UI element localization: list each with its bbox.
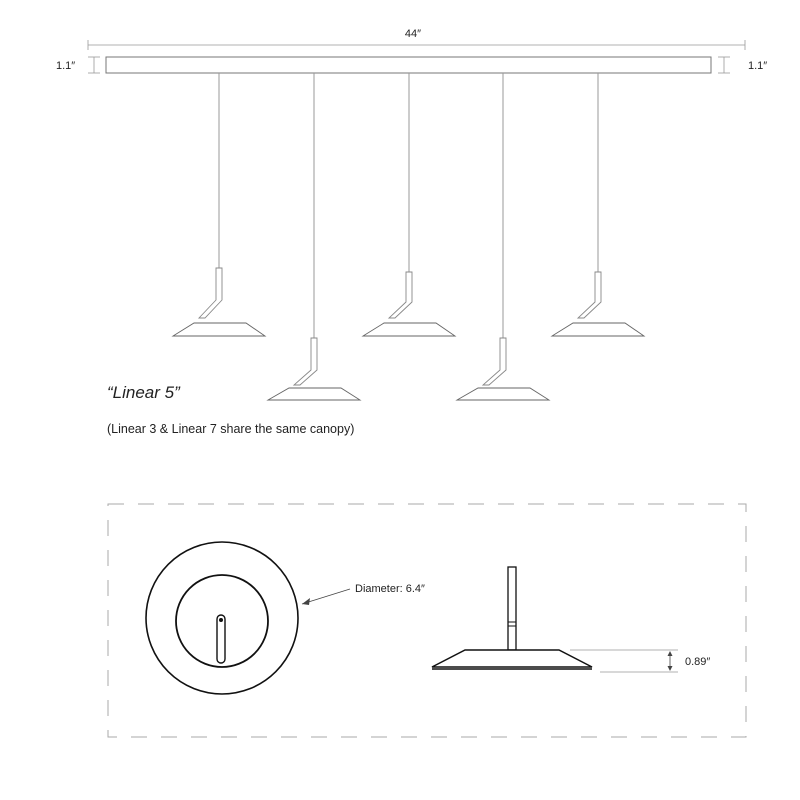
diameter-label: Diameter: 6.4″ — [355, 583, 425, 595]
width-dim-label: 44″ — [404, 28, 422, 40]
shade-bottom-view — [146, 542, 298, 694]
pendant-2 — [268, 73, 360, 400]
width-dimension — [88, 28, 745, 50]
left-height-dim-label: 1.1″ — [56, 60, 76, 72]
pendant-1 — [173, 73, 265, 336]
canopy-note: (Linear 3 & Linear 7 share the same canopy) — [107, 422, 355, 436]
pendant-4 — [457, 73, 549, 400]
canopy — [56, 57, 767, 73]
pendant-3 — [363, 73, 455, 336]
diameter-callout — [302, 583, 425, 605]
shade-side-view — [432, 567, 592, 669]
pendant-5 — [552, 73, 644, 336]
model-title: “Linear 5” — [107, 383, 180, 402]
right-height-dim-label: 1.1″ — [748, 60, 768, 72]
height-label: 0.89″ — [685, 656, 711, 668]
